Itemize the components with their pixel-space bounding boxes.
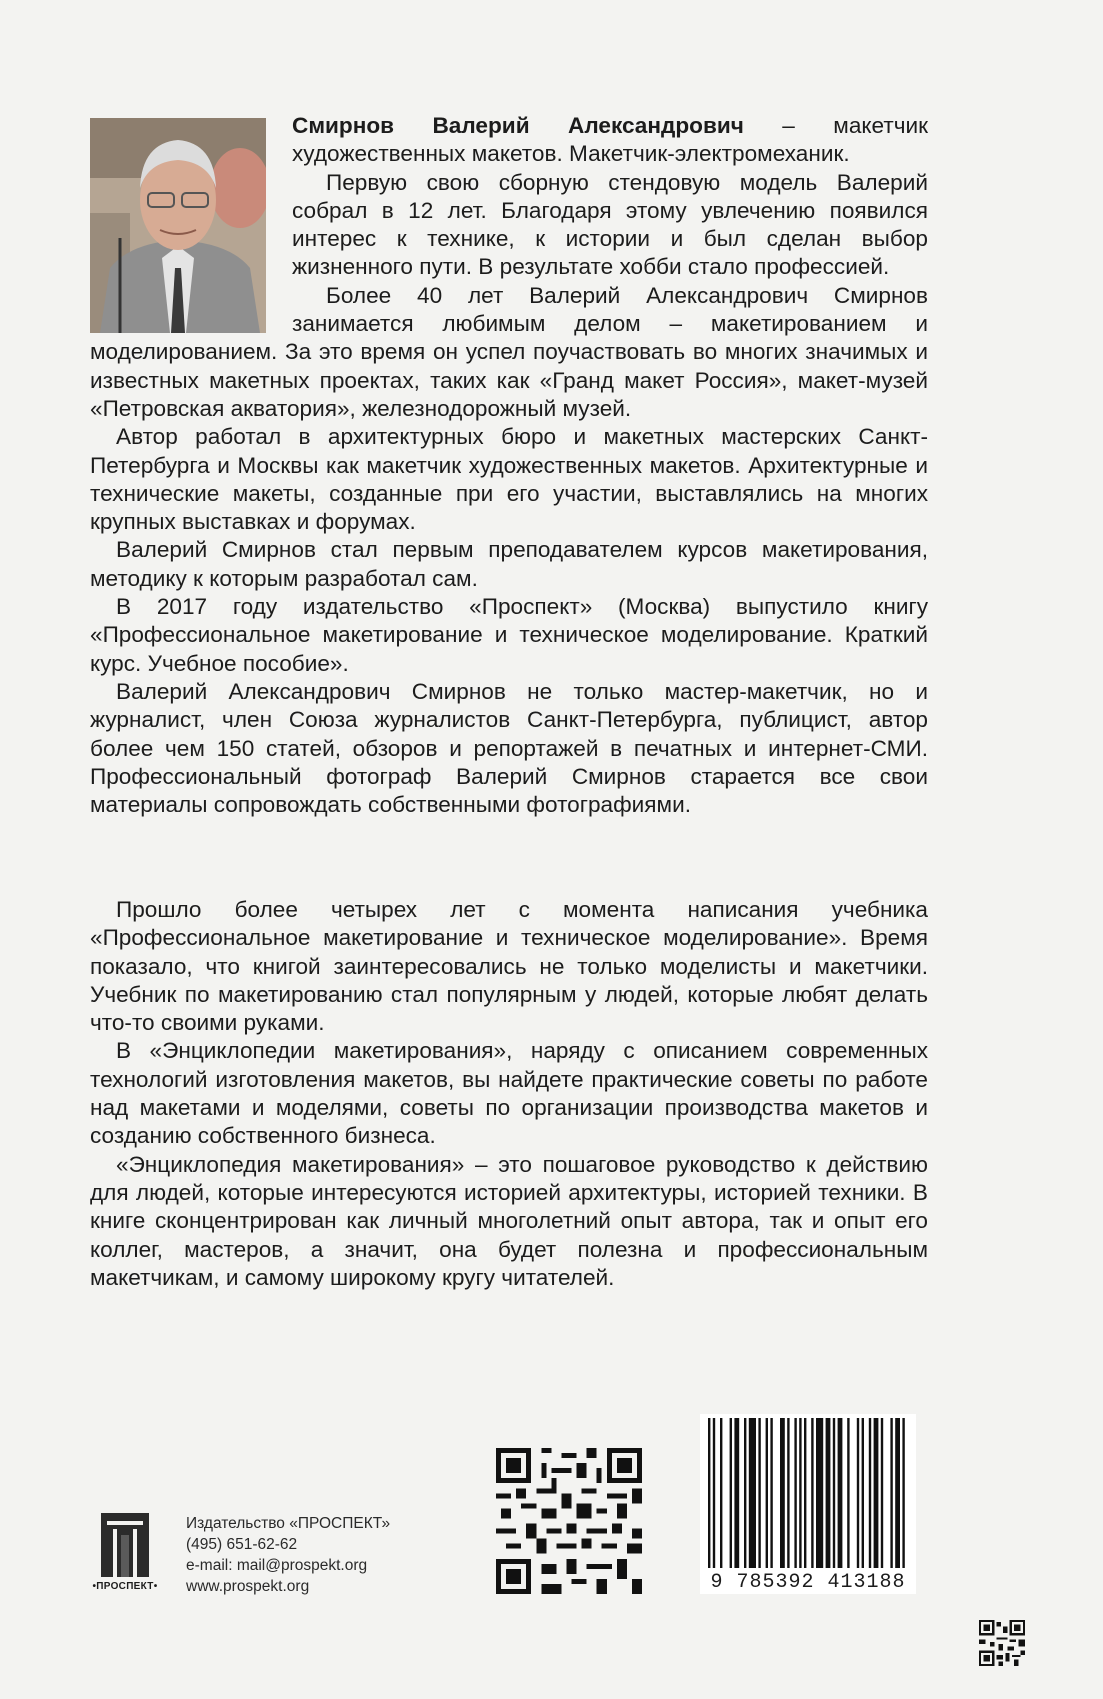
publisher-phone: (495) 651-62-62 [186,1536,298,1553]
author-role: – макетчик художественных макетов. Макетчик-электромеханик. [292,113,928,167]
bio-paragraph-1: Первую свою сборную стендовую модель Валерий собрал в 12 лет. Благодаря этому увлечению появился интерес к технике, к истории и был сделан выбор жизненного пути. В результате хобби стало профессией. [292,169,928,280]
book-paragraph-2: В «Энциклопедии макетирования», наряду с описанием современных технологий изготовления макетов, вы найдете практические советы по работе над макетами и моделями, советы по организации производства макетов и созданию собственного бизнеса. [90,1038,928,1149]
bio-paragraph-3: Автор работал в архитектурных бюро и макетных мастерских Санкт-Петербурга и Москвы как макетчик художественных макетов. Архитектурные и технические макеты, созданные при его участии, выставлялись на многих крупных выставках и форумах. [90,424,928,535]
book-paragraph-1: Прошло более четырех лет с момента написания учебника «Профессиональное макетирование и техническое моделирование». Время показало, что книгой заинтересовались не только моделисты и макетчики. Учебник по макетированию стал популярным у людей, которые любят делать что-то своими руками. [90,897,928,1036]
publisher-contacts [186,1513,390,1597]
bio-paragraph-4: Валерий Смирнов стал первым преподавателем курсов макетирования, методику к которым разработал сам. [90,537,928,591]
small-qr-code-icon [979,1620,1025,1666]
publisher-email: e-mail: mail@prospekt.org [186,1557,368,1574]
author-name: Смирнов Валерий Александрович [292,113,744,138]
bio-paragraph-5: В 2017 году издательство «Проспект» (Москва) выпустило книгу «Профессиональное макетирование и техническое моделирование. Краткий курс. Учебное пособие». [90,594,928,676]
publisher-site: www.prospekt.org [186,1578,310,1595]
bio-paragraph-6: Валерий Александрович Смирнов не только мастер-макетчик, но и журналист, член Союза журналистов Санкт-Петербурга, публицист, автор более чем 150 статей, обзоров и репортажей в печатных и интернет-СМИ. Профессиональный фотограф Валерий Смирнов старается все свои материалы сопровождать собственными фотографиями. [90,678,928,818]
book-description [90,896,928,1292]
isbn-digits: 9 785392 413188 [700,1572,916,1594]
book-paragraph-3: «Энциклопедия макетирования» – это пошаговое руководство к действию для людей, которые интересуются историей архитектуры, историей техники. В книге сконцентрирован как личный многолетний опыт автора, так и опыт его коллег, мастеров, а значит, она будет полезна и профессиональным макетчикам, и самому широкому кругу читателей. [90,1151,928,1290]
publisher-logo-word: •ПРОСПЕКТ• [92,1581,158,1592]
publisher-logo [90,1513,160,1597]
isbn-barcode [700,1414,916,1594]
bio-paragraph-2: Более 40 лет Валерий Александрович Смирнов занимается любимым делом – макетированием и моделированием. За это время он успел поучаствовать во многих значимых и известных макетных проектах, таких как «Гранд макет Россия», макет-музей «Петровская акватория», железнодорожный музей. [90,282,928,421]
qr-code-icon [496,1448,642,1594]
publisher-logo-mark [101,1513,149,1577]
barcode-bars-icon [700,1414,916,1570]
publisher-name: Издательство «ПРОСПЕКТ» [186,1515,391,1532]
author-bio [90,112,928,819]
